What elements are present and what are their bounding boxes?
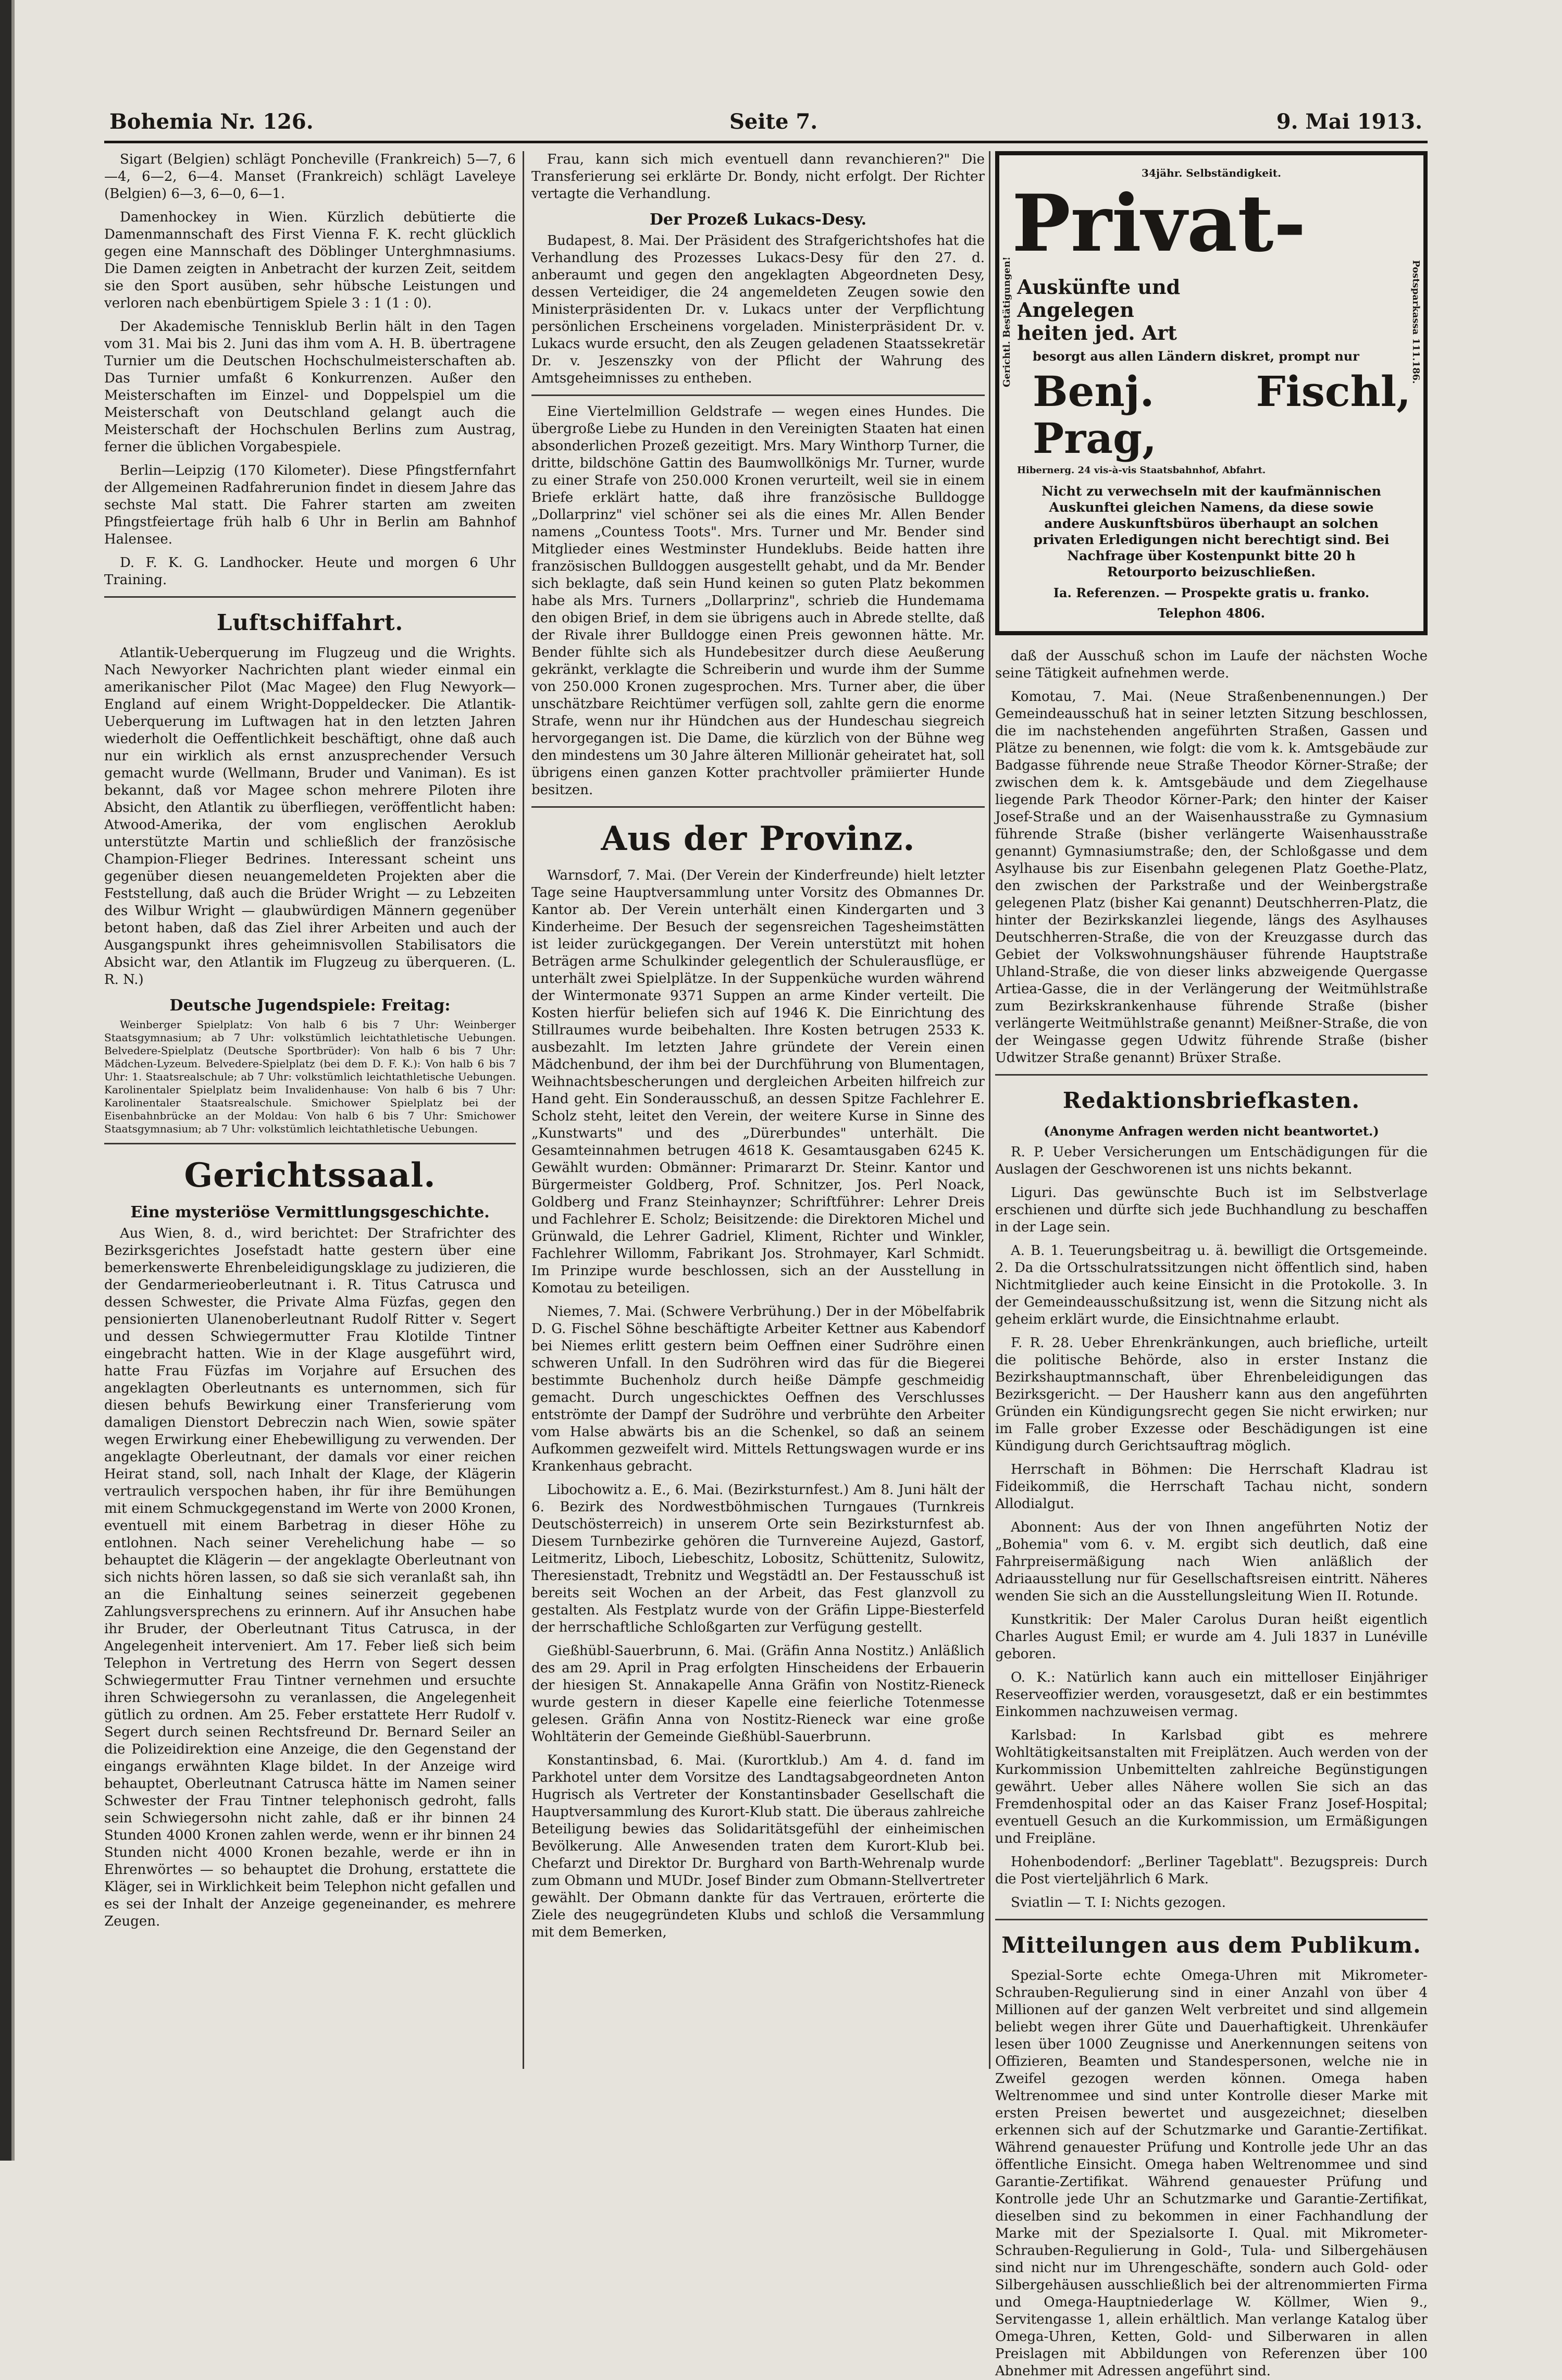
article-paragraph: D. F. K. G. Landhocker. Heute und morgen 6 Uhr Training. <box>104 555 516 588</box>
ad-subheadline-line: heiten jed. Art <box>1017 321 1177 344</box>
article-paragraph: Der Akademische Tennisklub Berlin hält in den Tagen vom 31. Mai bis 2. Juni das ihm vom A. H. B. übertragene Turnier um die Deutschen Hochschulmeisterschaften ab. Das Turnier umfaßt 6 Konkurrenzen. Außer den Meisterschaften im Einzel- und Doppelspiel um die Meisterschaft von Deutschland gelangt auch die Meisterschaft der Hochschulen Berlins zum Austrag, ferner die üblichen Vorgabespiele. <box>104 319 516 455</box>
section-divider <box>104 596 516 598</box>
article-paragraph: Aus Wien, 8. d., wird berichtet: Der Strafrichter des Bezirksgerichtes Josefstadt hatte gestern über eine bemerkenswerte Ehrenbeleidigungsklage zu judizieren, die der Gendarmerieoberleutnant i. R. Titus Catrusca und dessen Schwester, die Private Alma Füzfas, gegen den pensionierten Ulanenoberleutnant Rudolf Ritter v. Segert und dessen Schwiegermutter Frau Klotilde Tintner eingebracht hatten. Wie in der Klage ausgeführt wird, hatte Frau Füzfas im Vorjahre auf Ersuchen des angeklagten Oberleutnants es unternommen, sich für diesen behufs Bewirkung einer Transferierung vom damaligen Dienstort Debreczin nach Wien, sowie später wegen Erwirkung einer Ehebewilligung zu verwenden. Der angeklagte Oberleutnant, der damals vor einer reichen Heirat stand, soll, nach Inhalt der Klage, der Klägerin vertraulich verspochen haben, ihr für ihre Bemühungen mit einem Schmuckgegenstand im Werte von 2000 Kronen, eventuell mit einem Barbetrag in dieser Höhe zu entlohnen. Nach seiner Verehelichung habe — so behauptet die Klägerin — der angeklagte Oberleutnant von sich nichts hören lassen, so daß sie sich veranlaßt sah, ihn an die Einhaltung seines seinerzeit gegebenen Zahlungsversprechens zu erinnern. Auf ihr Ansuchen habe ihr Bruder, der Oberleutnant Titus Catrusca, in der Angelegenheit interveniert. Am 17. Feber ließ sich beim Telephon in Vertretung des Herrn von Segert dessen Schwiegermutter Frau Tintner vernehmen und ersuchte ihren Schwiegersohn zu veranlassen, die Angelegenheit gütlich zu ordnen. Am 25. Feber erstattete Herr Rudolf v. Segert durch seinen Rechtsfreund Dr. Bernard Seiler an die Polizeidirektion eine Anzeige, die den Gegenstand der eingangs erwähnten Klage bildet. In der Anzeige wird behauptet, Oberleutnant Catrusca hätte im Namen seiner Schwester der Frau Tintner telephonisch gedroht, falls sein Schwiegersohn nicht zahle, daß er ihr binnen 24 Stunden 4000 Kronen zahlen werde, wenn er ihr binnen 24 Stunden nicht 4000 Kronen bezahle, werde er ihn in Ehrenwörtes — so behauptet die Drohung, erstattete die Kläger, sei in Wirklichkeit beim Telephon nicht gefallen und es sei der Inhalt der Anzeige gegeneinander, es mehrere Zeugen. <box>104 1226 516 1929</box>
article-paragraph: A. B. 1. Teuerungsbeitrag u. ä. bewilligt die Ortsgemeinde. 2. Da die Ortsschulratssitzungen nicht öffentlich sind, haben Nichtmitglieder auch keine Einsicht in die Protokolle. 3. In der Gemeindeausschußsitzung ist, wenn die Sitzung nicht als geheim erklärt wurde, die Einsichtnahme erlaubt. <box>995 1243 1428 1327</box>
ad-subheadline-line: Auskünfte und <box>1017 275 1181 299</box>
scan-left-margin <box>0 0 11 2161</box>
section-divider <box>995 1919 1428 1920</box>
article-headline: Der Prozeß Lukacs-Desy. <box>649 211 867 229</box>
ad-tagline: 34jähr. Selbständigkeit. <box>1142 167 1281 179</box>
header-publication: Bohemia Nr. 126. <box>109 109 314 134</box>
article-paragraph: Atlantik-Ueberquerung im Flugzeug und die Wrights. Nach Newyorker Nachrichten plant wieder einmal ein amerikanischer Pilot (Mac Magee) den Flug Newyork—England auf einem Wright-Doppeldecker. Die Atlantik-Ueberquerung im Luftwagen hat in den letzten Jahren wiederholt die Oeffentlichkeit beschäftigt, ohne daß auch nur ein wirklich als ernst anzusprechender Versuch gemacht wurde (Wellmann, Bruder und Vaniman). Es ist bekannt, daß vor Magee schon mehrere Piloten ihre Absicht, den Atlantik zu überfliegen, veröffentlicht haben: Atwood-Amerika, der vom englischen Aeroklub unterstützte Martin und schließlich der französische Champion-Flieger Bedrines. Interessant scheint uns gegenüber diesen neuangemeldeten Projekten aber die Feststellung, daß auch die Brüder Wright — zu Lebzeiten des Wilbur Wright — glaubwürdigen Männern gegenüber betont haben, daß das Ziel ihrer Arbeiten und auch der Ausgangspunkt ihres geheimnisvollen Stabilisators die Absicht war, den Atlantik im Flugzeug zu überqueren. (L. R. N.) <box>104 645 516 988</box>
article-paragraph: Kunstkritik: Der Maler Carolus Duran heißt eigentlich Charles August Emil; er wurde am 4. Juli 1837 in Lunéville geboren. <box>995 1612 1428 1662</box>
ad-body: Nicht zu verwechseln mit der kaufmännischen Auskunftei gleichen Namens, da diese sowie andere Auskunftsbüros überhaupt an solchen privaten Erledigungen nicht berechtigt sind. Bei Nachfrage über Kostenpunkt bitte 20 h Retourporto beizuschließen. <box>1033 484 1390 579</box>
advertisement-privat <box>995 151 1428 635</box>
article-paragraph: Sigart (Belgien) schlägt Poncheville (Frankreich) 5—7, 6—4, 6—2, 6—4. Manset (Frankreich) schlägt Laveleye (Belgien) 6—3, 6—0, 6—1. <box>104 152 516 202</box>
article-paragraph: Konstantinsbad, 6. Mai. (Kurortklub.) Am 4. d. fand im Parkhotel unter dem Vorsitze des Landtagsabgeordneten Anton Hugrisch als Vertreter der Konstantinsbader Gesellschaft die Hauptversammlung des Kurort-Klub statt. Die überaus zahlreiche Beteiligung bewies das Solidaritätsgefühl der einheimischen Bevölkerung. Alle Anwesenden traten dem Kurort-Klub bei. Chefarzt und Direktor Dr. Burghard von Barth-Wehrenalp wurde zum Obmann und MUDr. Josef Binder zum Obmann-Stellvertreter gewählt. Der Obmann dankte für das Vertrauen, erörterte die Ziele des neugegründeten Klubs und schloß die Versammlung mit dem Bemerken, <box>531 1753 985 1940</box>
article-paragraph: Eine Viertelmillion Geldstrafe — wegen eines Hundes. Die übergroße Liebe zu Hunden in den Vereinigten Staaten hat einen absonderlichen Prozeß gezeitigt. Mrs. Mary Winthorp Turner, die dritte, bildschöne Gattin des Baumwollkönigs Mr. Turner, wurde zu einer Strafe von 250.000 Kronen verurteilt, weil sie in einem Briefe erklärt hatte, daß ihre französische Bulldogge „Dollarprinz" viel schöner sei als die eines Mr. Allen Bender namens „Countess Toots". Mrs. Turner und Mr. Bender sind Mitglieder eines Westminster Hundeklubs. Beide hatten ihre französischen Bulldoggen ausgestellt gehabt, und da Mr. Bender sich beklagte, daß sein Hund keinen so guten Platz bekommen habe als Mrs. Turners „Dollarprinz", schrieb die Hundemama den obigen Brief, in dem sie übrigens auch in Abrede stellte, daß der Rivale ihrer Bulldogge einen Preis gewonnen hätte. Mr. Bender fühlte sich als Hundebesitzer durch diese Aeußerung gekränkt, verklagte die Schreiberin und wurde ihm der Summe von 250.000 Kronen zugesprochen. Mrs. Turner aber, die über unschätzbare Reichtümer verfügen soll, zahlte gern die enorme Strafe, wenn nur ihr Hündchen aus der Hundeschau siegreich hervorgegangen ist. Die Dame, die kürzlich von der Bühne weg den mindestens um 30 Jahre älteren Millionär geheiratet hat, soll übrigens einen ganzen Kotter prachtvoller prämiierter Hunde besitzen. <box>531 404 985 798</box>
article-paragraph: F. R. 28. Ueber Ehrenkränkungen, auch briefliche, urteilt die politische Behörde, also in erster Instanz die Bezirkshauptmannschaft, über Ehrenbeleidigungen das Bezirksgericht. — Der Hausherr kann aus den angeführten Gründen ein Kündigungsrecht gegen Sie nicht erwirken; nur im Falle grober Exzesse oder Beschädigungen ist eine Kündigung durch Gerichtsauftrag möglich. <box>995 1335 1428 1454</box>
article-paragraph: Liguri. Das gewünschte Buch ist im Selbstverlage erschienen und dürfte sich jede Buchhandlung zu beschaffen in der Lage sein. <box>995 1185 1428 1235</box>
article-paragraph: Karlsbad: In Karlsbad gibt es mehrere Wohltätigkeitsanstalten mit Freiplätzen. Auch werden von der Kurkommission Unbemittelten zahlreiche Begünstigungen gewährt. Ueber alles Nähere wollen Sie sich an das Fremdenhospital oder an das Kaiser Franz Josef-Hospital; eventuell Gesuch an die Kurkommission, um Ermäßigungen und Freipläne. <box>995 1728 1428 1846</box>
section-title-provinz: Aus der Provinz. <box>601 819 915 858</box>
ad-subheadline-line: Angelegen <box>1017 298 1134 322</box>
article-paragraph: Hohenbodendorf: „Berliner Tageblatt". Bezugspreis: Durch die Post vierteljährlich 6 Mark. <box>995 1854 1428 1887</box>
column-1 <box>104 151 516 2069</box>
article-paragraph: Niemes, 7. Mai. (Schwere Verbrühung.) Der in der Möbelfabrik D. G. Fischel Söhne beschäftigte Arbeiter Kettner aus Kabendorf bei Niemes erlitt gestern beim Oeffnen einer Sudröhre einen schweren Unfall. In den Sudröhren wird das für die Biegerei bestimmte Buchenholz durch heiße Dämpfe geschmeidig gemacht. Durch ungeschicktes Oeffnen des Verschlusses entströmte der Dampf der Sudröhre und verbrühte den Arbeiter vom Halse abwärts bis an die Schenkel, so daß an seinem Aufkommen gezweifelt wird. Mittels Rettungswagen wurde er ins Krankenhaus gebracht. <box>531 1304 985 1474</box>
section-divider <box>531 806 985 808</box>
section-title-gerichtssaal: Gerichtssaal. <box>184 1156 436 1195</box>
ad-company-name: Benj. Fischl, Prag, <box>1033 367 1411 463</box>
article-paragraph: Weinberger Spielplatz: Von halb 6 bis 7 Uhr: Weinberger Staatsgymnasium; ab 7 Uhr: volkstümlich leichtathletische Uebungen. Belvedere-Spielplatz (Deutsche Sportbrüder): Von halb 6 bis 7 Uhr: Mädchen-Lyzeum. Belvedere-Spielplatz (bei dem D. F. K.): Von halb 6 bis 7 Uhr: 1. Staatsrealschule; ab 7 Uhr: volkstümlich leichtathletische Uebungen. Karolinentaler Spielplatz beim Invalidenhause: Von halb 6 bis 7 Uhr: Karolinentaler Staatsrealschule. Smichower Spielplatz bei der Eisenbahnbrücke an der Moldau: Von halb 6 bis 7 Uhr: Smichower Staatsgymnasium; ab 7 Uhr: volkstümlich leichtathletische Uebungen. <box>104 1018 516 1135</box>
article-paragraph: Herrschaft in Böhmen: Die Herrschaft Kladrau ist Fideikommiß, die Herrschaft Tachau nicht, sondern Allodialgut. <box>995 1462 1428 1512</box>
ad-address: Hibernerg. 24 vis-à-vis Staatsbahnhof, Abfahrt. <box>1017 465 1266 476</box>
ad-subheadline <box>1017 276 1180 344</box>
section-divider <box>995 1074 1428 1076</box>
scan-edge-strip <box>11 0 15 2161</box>
header-date: 9. Mai 1913. <box>1276 109 1422 134</box>
article-paragraph: Warnsdorf, 7. Mai. (Der Verein der Kinderfreunde) hielt letzter Tage seine Hauptversammlung unter Vorsitz des Obmannes Dr. Kantor ab. Der Verein unterhält einen Kindergarten und 3 Kinderheime. Der Besuch der segensreichen Tagesheimstätten ist leider zurückgegangen. Der Verein unterstützt mit hohen Beträgen arme Schulkinder gelegentlich der Schulerausflüge, er unterhält zwei Spielplätze. In der Suppenküche wurden während der Wintermonate 9371 Suppen an arme Kinder verteilt. Die Kosten hierfür beliefen sich auf 1946 K. Die Einrichtung des Stillraumes wurde beibehalten. Ihre Kosten betrugen 2533 K. ausbezahlt. Im letzten Jahre gründete der Verein einen Mädchenbund, der ihm bei der Durchführung von Blumentagen, Weihnachtsbescherungen und dergleichen Arbeiten hilfreich zur Hand geht. Ein Sonderausschuß, an dessen Spitze Fachlehrer E. Scholz steht, leitet den Verein, der weitere Kurse in Sinne des „Kunstwarts" und des „Dürerbundes" unterhält. Die Gesamteinnahmen betrugen 4618 K. Gesamtausgaben 6245 K. Gewählt wurden: Obmänner: Primararzt Dr. Steinr. Kantor und Bürgermeister Goldberg, Prof. Schnitzer, Jos. Perl Noack, Goldberg und Franz Steinhaynzer; Schriftführer: Lehrer Dreis und Fachlehrer E. Scholz; Beisitzende: die Direktoren Michel und Grünwald, die Lehrer Gadriel, Kliment, Richter und Winkler, Fachlehrer Willomm, Fabrikant Jos. Strohmayer, Karl Schmidt. Im Prinzipe wurde beschlossen, sich an der Ausstellung in Komotau zu beteiligen. <box>531 868 985 1296</box>
article-paragraph: Libochowitz a. E., 6. Mai. (Bezirksturnfest.) Am 8. Juni hält der 6. Bezirk des Nordwestböhmischen Turngaues (Turnkreis Deutschösterreich) in unserem Orte sein Bezirksturnfest ab. Diesem Turnbezirke gehören die Turnvereine Aujezd, Gastorf, Leitmeritz, Liboch, Liebeschitz, Lobositz, Schüttenitz, Sulowitz, Theresienstadt, Trebnitz und Wegstädtl an. Der Festausschuß ist bereits seit Wochen an der Arbeit, das Fest glanzvoll zu gestalten. Als Festplatz wurde von der Gräfin Lippe-Biesterfeld der herrschaftliche Schloßgarten zur Verfügung gestellt. <box>531 1482 985 1635</box>
article-paragraph: Berlin—Leipzig (170 Kilometer). Diese Pfingstfernfahrt der Allgemeinen Radfahrerunion findet in diesem Jahre das sechste Mal statt. Die Fahrer starten am zweiten Pfingstfeiertage früh halb 6 Uhr in Berlin am Bahnhof Halensee. <box>104 463 516 547</box>
article-paragraph: daß der Ausschuß schon im Laufe der nächsten Woche seine Tätigkeit aufnehmen werde. <box>995 648 1428 681</box>
ad-service-line: besorgt aus allen Ländern diskret, prompt nur <box>1033 349 1359 364</box>
article-paragraph: Budapest, 8. Mai. Der Präsident des Strafgerichtshofes hat die Verhandlung des Prozesses Lukacs-Desy für den 27. d. anberaumt und gegen den angeklagten Abgeordneten Desy, dessen Verteidiger, die 24 angemeldeten Zeugen sowie den Ministerpräsidenten Dr. v. Lukacs unter der Verpflichtung persönlichen Erscheinens vorgeladen. Ministerpräsident Dr. v. Lukacs wurde ersucht, den als Zeugen geladenen Staatssekretär Dr. v. Jeszenszky von der Pflicht der Wahrung des Amtsgeheimnisses zu entheben. <box>531 233 985 386</box>
article-headline: Eine mysteriöse Vermittlungsgeschichte. <box>130 1203 490 1222</box>
article-paragraph: Damenhockey in Wien. Kürzlich debütierte die Damenmannschaft des First Vienna F. K. recht glücklich gegen eine Mannschaft des Döblinger Unterghmnasiums. Die Damen zeigten in Anbetracht der kurzen Zeit, seitdem sie den Sport ausüben, sehr hübsche Leistungen und verloren nach ebenbürtigem Spiele 3 : 1 (1 : 0). <box>104 209 516 311</box>
article-paragraph: Sviatlin — T. I: Nichts gezogen. <box>1011 1895 1226 1910</box>
page-header <box>104 104 1428 143</box>
ad-references: Ia. Referenzen. — Prospekte gratis u. franko. <box>1053 585 1370 600</box>
column-2 <box>531 151 985 2069</box>
section-note: (Anonyme Anfragen werden nicht beantwortet.) <box>1044 1124 1379 1139</box>
article-paragraph: Gießhübl-Sauerbrunn, 6. Mai. (Gräfin Anna Nostitz.) Anläßlich des am 29. April in Prag erfolgten Hinscheidens der Erbauerin der hiesigen St. Annakapelle Anna Gräfin von Nostitz-Rieneck wurde gestern in dieser Kapelle eine feierliche Totenmesse gelesen. Gräfin Anna von Nostitz-Rieneck war eine große Wohltäterin der Gemeinde Gießhübl-Sauerbrunn. <box>531 1643 985 1745</box>
article-paragraph: O. K.: Natürlich kann auch ein mittelloser Einjähriger Reserveoffizier werden, vorausgesetzt, daß er ein bestimmtes Einkommen nachzuweisen vermag. <box>995 1670 1428 1720</box>
section-title-mitteilungen: Mitteilungen aus dem Publikum. <box>1001 1932 1421 1958</box>
ad-side-text: Postsparkassa 111.186. <box>1410 260 1421 384</box>
article-paragraph: Abonnent: Aus der von Ihnen angeführten Notiz der „Bohemia" vom 6. v. M. ergibt sich deutlich, daß eine Fahrpreisermäßigung nach Wien anläßlich der Adriaausstellung nur für Gesellschaftsreisen eintritt. Näheres wenden Sie sich an die Ausstellungsleitung Wien II. Rotunde. <box>995 1520 1428 1604</box>
column-3 <box>995 151 1428 2379</box>
section-title-luftschiffahrt: Luftschiffahrt. <box>216 610 404 635</box>
article-paragraph: Komotau, 7. Mai. (Neue Straßenbenennungen.) Der Gemeindeausschuß hat in seiner letzten Sitzung beschlossen, die im nachstehenden angeführten Straßen, Gassen und Plätze zu benennen, wie folgt: die vom k. k. Amtsgebäude zur Badgasse führende neue Straße Theodor Körner-Straße; der zwischen dem k. k. Amtsgebäude und dem Ziegelhause liegende Park Theodor Körner-Park; den hinter der Kaiser Josef-Straße und an der Waisenhausstraße zu Gymnasium führende Straße (bisher verlängerte Waisenhausstraße genannt) Gymnasiumstraße; den, der Schloßgasse und dem Asylhause bis zur Eisenbahn gelegenen Platz Goethe-Platz, den zwischen der Parkstraße und der Weinbergstraße gelegenen Platz (bisher Kai genannt) Deutschherren-Platz, die hinter der Bezirkskanzlei liegende, längs des Asylhauses Deutschherren-Straße, die von der Kreuzgasse durch das Gebiet der Volkswohnungshäuser führende Hauptstraße Uhland-Straße, die von dieser links abzweigende Quergasse Artiea-Gasse, die in der Verlängerung der Weitmühlstraße zum Bezirkskrankenhause führende Straße (bisher verlängerte Weitmühlstraße genannt) Meißner-Straße, die von der Weingasse gegen Udwitz führende Straße (bisher Udwitzer Straße genannt) Brüxer Straße. <box>995 689 1428 1066</box>
section-divider <box>531 394 985 396</box>
header-page-number: Seite 7. <box>729 109 818 134</box>
section-title-redaktion: Redaktionsbriefkasten. <box>1062 1088 1360 1113</box>
column-divider <box>989 151 990 2069</box>
ad-headline: Privat- <box>1012 178 1306 269</box>
ad-side-text: Gerichtl. Bestätigungen! <box>1001 256 1012 388</box>
section-subtitle-jugendspiele: Deutsche Jugendspiele: Freitag: <box>169 996 451 1015</box>
article-paragraph: Frau, kann sich mich eventuell dann revanchieren?" Die Transferierung sei erklärte Dr. Bondy, nicht erfolgt. Der Richter vertagte die Verhandlung. <box>531 152 985 202</box>
article-paragraph: Spezial-Sorte echte Omega-Uhren mit Mikrometer-Schrauben-Regulierung sind in einer Anzahl von über 4 Millionen auf der ganzen Welt verbreitet und sind allgemein beliebt wegen ihrer Güte und Dauerhaftigkeit. Uhrenkäufer lesen über 1000 Zeugnisse und Anerkennungen seitens von Offizieren, Beamten und Standespersonen, welche nie in Zweifel gezogen werden können. Omega haben Weltrenommee und sind unter Kontrolle dieser Marke mit ersten Preisen bewertet und ausgezeichnet; dieselben erkennen sich auf der Schutzmarke und Garantie-Zertifikat. Während genauester Prüfung und Kontrolle jede Uhr an das öffentliche Einsicht. Omega haben Weltrenommee und sind Garantie-Zertifikat. Während genauester Prüfung und Kontrolle jede Uhr an Schutzmarke und Garantie-Zertifikat, dieselben sind zu bekommen in einer Fachhandlung der Marke mit der Spezialsorte I. Qual. mit Mikrometer-Schrauben-Regulierung in Gold-, Tula- und Silbergehäusen sind nicht nur im Uhrengeschäfte, sondern auch Gold- oder Silbergehäusen ausschließlich bei der altrenommierten Firma und Omega-Hauptniederlage W. Köllmer, Wien 9., Servitengasse 1, allein erhältlich. Man verlange Katalog über Omega-Uhren, Ketten, Gold- und Silberwaren in allen Preislagen mit Abbildungen von Referenzen über 100 Abnehmer mit Adressen angeführt sind. <box>995 1968 1428 2379</box>
section-divider <box>104 1143 516 1144</box>
ad-phone: Telephon 4806. <box>1158 606 1265 621</box>
article-paragraph: R. P. Ueber Versicherungen um Entschädigungen für die Auslagen der Geschworenen ist uns nichts bekannt. <box>995 1144 1428 1177</box>
column-divider <box>523 151 524 2069</box>
